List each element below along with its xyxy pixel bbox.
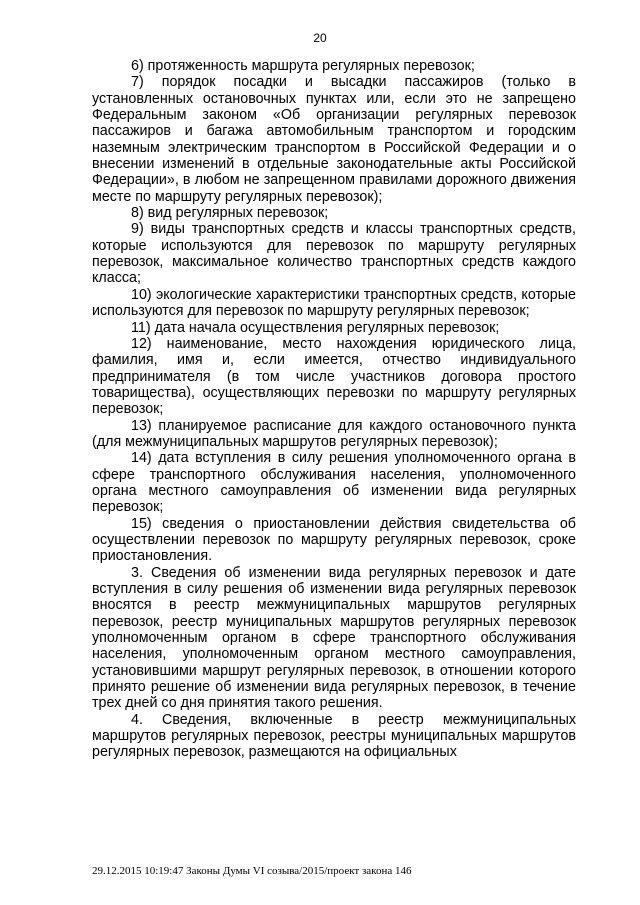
list-item-12: 12) наименование, место нахождения юридического лица, фамилия, имя и, если имеется, отчество индивидуального предпринимателя (в том числе участников договора простого товарищества), осуществляющих перевозки по маршруту регулярных перевозок; <box>92 335 576 418</box>
list-item-8: 8) вид регулярных перевозок; <box>131 205 329 222</box>
document-body <box>92 58 576 761</box>
page-number: 20 <box>313 31 327 45</box>
list-item-10: 10) экологические характеристики транспортных средств, которые используются для перевозок по маршруту регулярных перевозок; <box>92 286 576 320</box>
list-item-6: 6) протяженность маршрута регулярных перевозок; <box>131 58 475 74</box>
section-4-paragraph: 4. Сведения, включенные в реестр межмуниципальных маршрутов регулярных перевозок, реестры муниципальных маршрутов регулярных перевозок, размещаются на официальных <box>92 711 576 761</box>
list-item-7: 7) порядок посадки и высадки пассажиров (только в установленных остановочных пунктах или, если это не запрещено Федеральным законом «Об организации регулярных перевозок пассажиров и багажа автомобильным транспортом и городским наземным электрическим транспортом в Российской Федерации и о внесении изменений в отдельные законодательные акты Российской Федерации», в любом не запрещенном правилами дорожного движения месте по маршруту регулярных перевозок); <box>92 74 576 205</box>
list-item-11: 11) дата начала осуществления регулярных перевозок; <box>131 319 500 336</box>
list-item-9: 9) виды транспортных средств и классы транспортных средств, которые используются для перевозок по маршруту регулярных перевозок, максимальное количество транспортных средств каждого класса; <box>92 221 576 287</box>
section-3-paragraph: 3. Сведения об изменении вида регулярных перевозок и дате вступления в силу решения об изменении вида регулярных перевозок вносятся в реестр межмуниципальных маршрутов регулярных перевозок, реестр муниципальных маршрутов регулярных перевозок уполномоченным органом в сфере транспортного обслуживания населения, уполномоченным органом местного самоуправления, установившими маршрут регулярных перевозок, в отношении которого принято решение об изменении вида регулярных перевозок, в течение трех дней со дня принятия такого решения. <box>92 564 576 712</box>
list-item-13: 13) планируемое расписание для каждого остановочного пункта (для межмуниципальных маршрутов регулярных перевозок); <box>92 417 576 450</box>
list-item-15: 15) сведения о приостановлении действия свидетельства об осуществлении перевозок по маршруту регулярных перевозок, сроке приостановления. <box>92 515 576 565</box>
document-footer: 29.12.2015 10:19:47 Законы Думы VI созыва/2015/проект закона 146 <box>92 865 412 877</box>
list-item-14: 14) дата вступления в силу решения уполномоченного органа в сфере транспортного обслуживания населения, уполномоченного органа местного самоуправления об изменении вида регулярных перевозок; <box>92 450 576 516</box>
